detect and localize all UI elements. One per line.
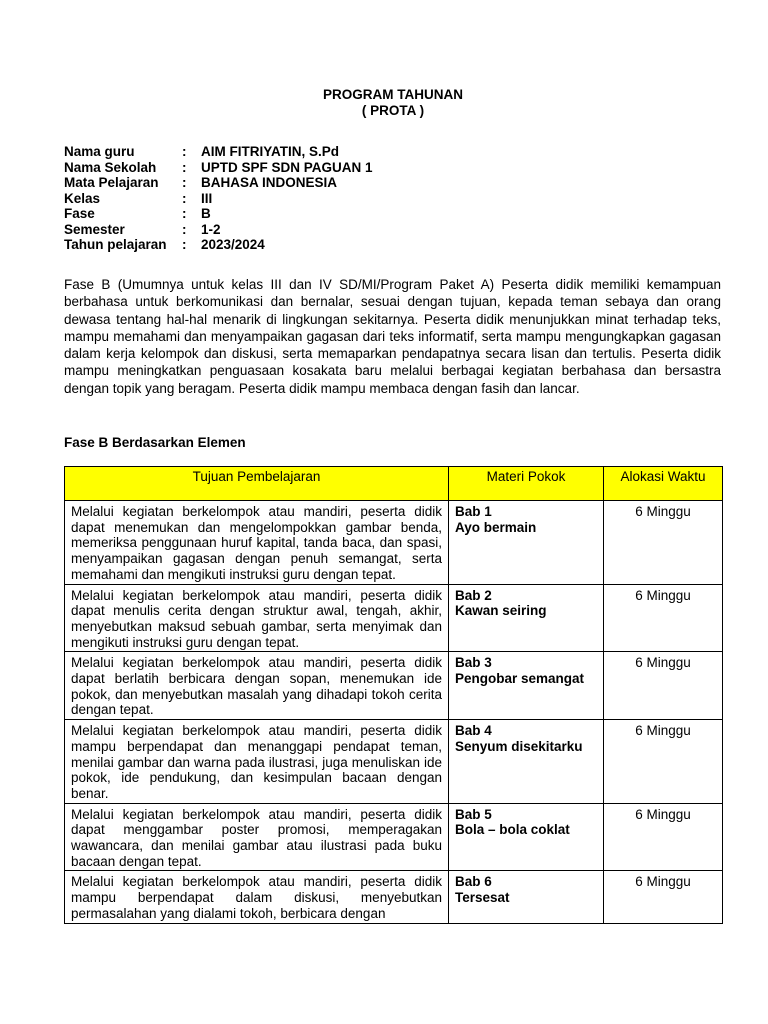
info-row	[64, 237, 373, 253]
info-label: Tahun pelajaran	[64, 237, 167, 252]
info-value: B	[201, 206, 211, 221]
column-header-tujuan: Tujuan Pembelajaran	[65, 467, 449, 501]
materi-label: Bola – bola coklat	[455, 822, 570, 838]
bab-label: Bab 4	[455, 723, 492, 739]
materi-label: Kawan seiring	[455, 603, 547, 619]
tujuan-cell: Melalui kegiatan berkelompok atau mandiri, peserta didik dapat menulis cerita dengan struktur awal, tengah, akhir, menyebutkan maksud sebuah gambar, serta menyimak dan mengikuti instruksi guru dengan tepat.	[65, 584, 449, 652]
materi-cell	[449, 652, 604, 720]
info-label: Nama Sekolah	[64, 159, 157, 175]
waktu-cell: 6 Minggu	[604, 720, 723, 804]
bab-label: Bab 5	[455, 806, 492, 822]
info-colon: :	[182, 237, 187, 252]
info-row	[64, 144, 373, 160]
waktu-cell: 6 Minggu	[604, 584, 723, 652]
materi-cell	[449, 871, 604, 923]
materi-cell	[449, 501, 604, 585]
tujuan-cell: Melalui kegiatan berkelompok atau mandiri, peserta didik dapat menemukan dan mengelompokkan gambar benda, memeriksa penggunaan huruf kapital, tanda baca, dan spasi, menyampaikan gagasan dengan penuh semangat, serta memahami dan mengikuti instruksi guru dengan tepat.	[65, 501, 449, 585]
info-label: Nama guru	[64, 144, 135, 159]
bab-label: Bab 3	[455, 655, 492, 671]
waktu-cell: 6 Minggu	[604, 652, 723, 720]
info-label: Kelas	[64, 190, 101, 206]
info-value: UPTD SPF SDN PAGUAN 1	[201, 159, 373, 175]
info-colon: :	[182, 159, 187, 175]
tujuan-cell: Melalui kegiatan berkelompok atau mandiri, peserta didik mampu berpendapat dan menanggapi pendapat teman, menilai gambar dan warna pada ilustrasi, juga menuliskan ide pokok, ide pendukung, dan kesimpulan bacaan dengan benar.	[65, 720, 449, 804]
materi-label: Pengobar semangat	[455, 671, 585, 687]
table-row	[65, 720, 723, 804]
materi-label: Senyum disekitarku	[455, 738, 583, 754]
table-row	[65, 652, 723, 720]
bab-label: Bab 6	[455, 874, 492, 890]
info-value: 1-2	[201, 221, 221, 237]
tujuan-cell: Melalui kegiatan berkelompok atau mandiri, peserta didik mampu berpendapat dalam diskusi, menyebutkan permasalahan yang dialami tokoh, berbicara dengan	[65, 871, 449, 923]
tujuan-cell: Melalui kegiatan berkelompok atau mandiri, peserta didik dapat menggambar poster promosi, memperagakan wawancara, dan menilai gambar atau ilustrasi pada buku bacaan dengan tepat.	[65, 803, 449, 871]
column-header-materi: Materi Pokok	[449, 467, 604, 501]
phase-description: Fase B (Umumnya untuk kelas III dan IV SD/MI/Program Paket A) Peserta didik memiliki kemampuan berbahasa untuk berkomunikasi dan bernalar, sesuai dengan tujuan, kepada teman sebaya dan orang dewasa tentang hal-hal menarik di lingkungan sekitarnya. Peserta didik menunjukkan minat terhadap teks, mampu memahami dan menyampaikan gagasan dari teks informatif, serta mampu mengungkapkan gagasan dalam kerja kelompok dan diskusi, serta memaparkan pendapatnya secara lisan dan tertulis. Peserta didik mampu meningkatkan penguasaan kosakata baru melalui berbagai kegiatan berbahasa dan bersastra dengan topik yang beragam. Peserta didik mampu membaca dengan fasih dan lancar.	[64, 277, 721, 396]
table-row	[65, 871, 723, 923]
teacher-info	[64, 144, 373, 253]
waktu-cell: 6 Minggu	[604, 803, 723, 871]
table-row	[65, 803, 723, 871]
section-title: Fase B Berdasarkan Elemen	[64, 435, 246, 450]
materi-label: Ayo bermain	[455, 519, 537, 535]
bab-label: Bab 2	[455, 587, 492, 603]
info-row	[64, 222, 373, 238]
learning-objectives-table	[64, 466, 723, 924]
document-subtitle: ( PROTA )	[361, 103, 425, 118]
table-header-row	[65, 467, 723, 501]
info-colon: :	[182, 221, 187, 237]
materi-cell	[449, 584, 604, 652]
info-value: BAHASA INDONESIA	[201, 175, 338, 190]
waktu-cell: 6 Minggu	[604, 501, 723, 585]
tujuan-cell: Melalui kegiatan berkelompok atau mandiri, peserta didik dapat berlatih berbicara dengan sopan, menemukan ide pokok, dan menyebutkan masalah yang dihadapi tokoh cerita dengan tepat.	[65, 652, 449, 720]
info-label: Fase	[64, 206, 95, 221]
materi-cell	[449, 720, 604, 804]
table-row	[65, 584, 723, 652]
info-colon: :	[182, 206, 187, 221]
column-header-alokasi: Alokasi Waktu	[604, 467, 723, 501]
info-label: Semester	[64, 221, 125, 237]
info-value: III	[201, 190, 213, 206]
info-row	[64, 175, 373, 191]
waktu-cell: 6 Minggu	[604, 871, 723, 923]
document-title: PROGRAM TAHUNAN	[323, 87, 463, 102]
info-colon: :	[182, 144, 187, 159]
info-value: AIM FITRIYATIN, S.Pd	[201, 144, 340, 159]
info-row	[64, 191, 373, 207]
table-row	[65, 501, 723, 585]
info-row	[64, 206, 373, 222]
info-label: Mata Pelajaran	[64, 175, 159, 190]
materi-label: Tersesat	[455, 890, 510, 906]
info-colon: :	[182, 175, 187, 190]
info-row	[64, 160, 373, 176]
info-colon: :	[182, 190, 187, 206]
materi-cell	[449, 803, 604, 871]
info-value: 2023/2024	[201, 237, 265, 252]
bab-label: Bab 1	[455, 504, 492, 519]
